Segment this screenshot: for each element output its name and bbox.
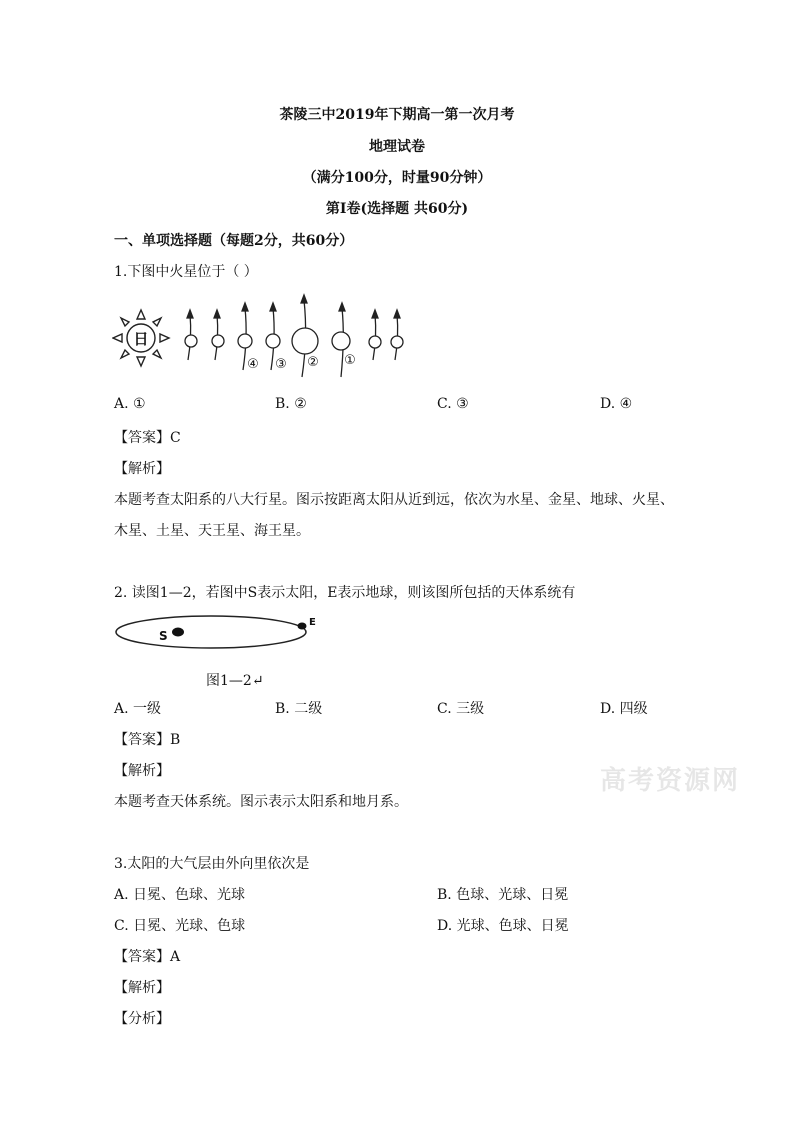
earth-dot — [298, 623, 307, 630]
q3-stem: 3.太阳的大气层由外向里依次是 — [114, 856, 310, 872]
q1-analysis-label: 【解析】 — [114, 461, 170, 477]
planet-7 — [369, 336, 381, 348]
orbit-ellipse — [116, 616, 306, 648]
planet-6 — [332, 332, 350, 350]
q1-option-c[interactable]: C. ③ — [437, 396, 469, 412]
q2-stem: 2. 读图1—2，若图中S表示太阳，E表示地球，则该图所包括的天体系统有 — [114, 585, 576, 601]
q1-option-b[interactable]: B. ② — [275, 396, 307, 412]
q3-answer: 【答案】A — [114, 949, 181, 965]
q2-option-d[interactable]: D. 四级 — [600, 701, 648, 717]
q2-orbit-figure — [112, 612, 327, 652]
q1-analysis-text-2: 木星、土星、天王星、海王星。 — [114, 523, 310, 539]
planet-label-3: ③ — [275, 357, 287, 372]
sun-label: 日 — [133, 330, 149, 348]
section-heading: 一、单项选择题（每题2分，共60分） — [114, 233, 354, 249]
q3-option-a[interactable]: A. 日冕、色球、光球 — [114, 887, 246, 903]
planet-5 — [292, 328, 318, 354]
exam-title: 茶陵三中2019年下期高一第一次月考 — [279, 107, 515, 123]
q2-option-c[interactable]: C. 三级 — [437, 701, 485, 717]
planet-label-2: ② — [307, 355, 319, 370]
planet-4 — [266, 334, 280, 348]
q2-analysis-label: 【解析】 — [114, 763, 170, 779]
q3-analysis2-label: 【分析】 — [114, 1011, 170, 1027]
sun-dot — [172, 628, 184, 637]
q2-analysis-text: 本题考查天体系统。图示表示太阳系和地月系。 — [114, 794, 408, 810]
q2-answer: 【答案】B — [114, 732, 181, 748]
planet-3 — [238, 334, 252, 348]
planet-label-1: ① — [344, 353, 356, 368]
q1-option-d[interactable]: D. ④ — [600, 396, 633, 412]
q1-analysis-text-1: 本题考查太阳系的八大行星。图示按距离太阳从近到远，依次为水星、金星、地球、火星、 — [114, 492, 674, 508]
e-label: E — [309, 617, 316, 628]
planet-2 — [212, 335, 224, 347]
subject-title: 地理试卷 — [369, 139, 425, 155]
score-time-note: （满分100分，时量90分钟） — [302, 170, 492, 186]
planet-1 — [185, 335, 197, 347]
q3-option-c[interactable]: C. 日冕、光球、色球 — [114, 918, 246, 934]
planet-label-4: ④ — [247, 357, 259, 372]
s-label: S — [159, 629, 168, 643]
volume-title: 第Ⅰ卷(选择题 共60分) — [325, 201, 469, 217]
q1-stem: 1.下图中火星位于（ ） — [114, 264, 258, 280]
watermark: 高考资源网 — [600, 766, 741, 796]
q1-answer: 【答案】C — [114, 430, 181, 446]
planet-8 — [391, 336, 403, 348]
q1-solar-system-figure — [112, 292, 412, 382]
q2-option-a[interactable]: A. 一级 — [114, 701, 162, 717]
q3-option-d[interactable]: D. 光球、色球、日冕 — [437, 918, 569, 934]
q1-option-a[interactable]: A. ① — [114, 396, 146, 412]
q3-option-b[interactable]: B. 色球、光球、日冕 — [437, 887, 569, 903]
q2-option-b[interactable]: B. 二级 — [275, 701, 323, 717]
q3-analysis-label: 【解析】 — [114, 980, 170, 996]
q2-figure-caption: 图1—2↵ — [206, 673, 264, 689]
